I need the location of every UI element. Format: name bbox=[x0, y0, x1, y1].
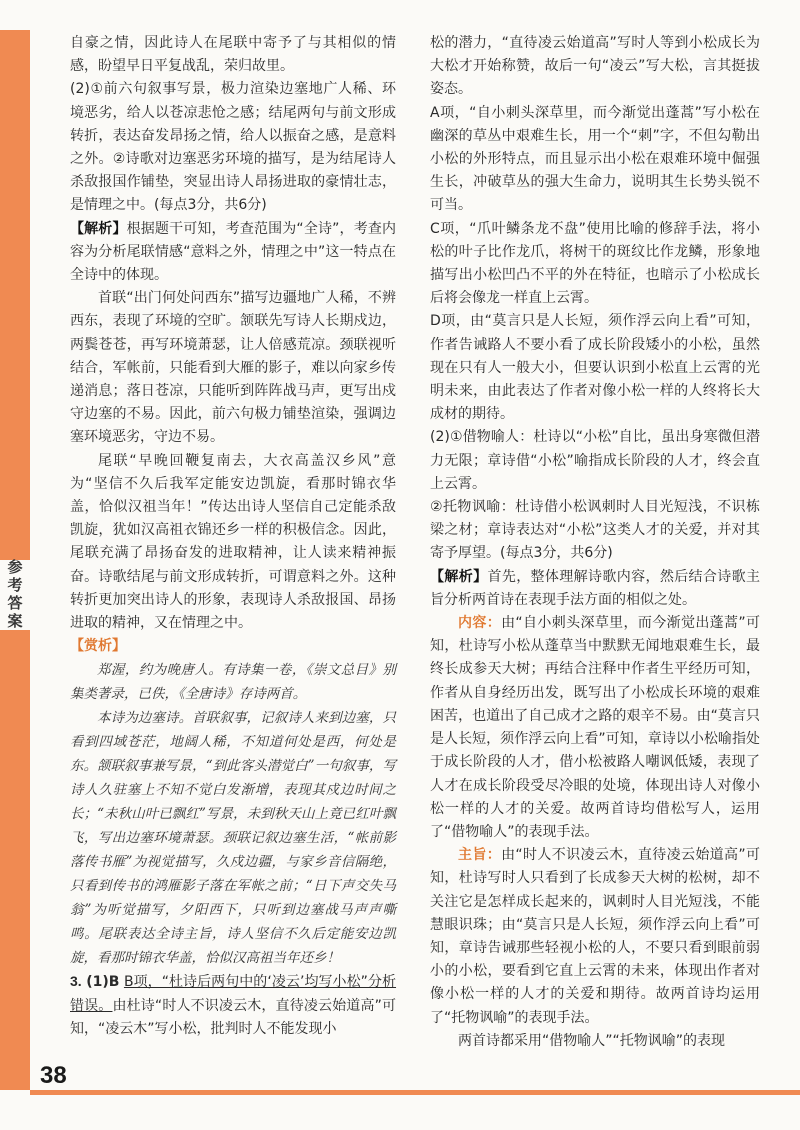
answer-paragraph: (2)①前六句叙事写景，极力渲染边塞地广人稀、环境恶劣，给人以苍凉悲怆之感；结尾两句与前文形成转折，表达奋发昂扬之情，给人以振奋之感，是意料之外。②诗歌对边塞恶劣环境的描写，是为结尾诗人杀敌报国作铺垫，突显出诗人昂扬进取的豪情壮志，是情理之中。(每点3分，共6分) bbox=[70, 81, 396, 214]
bottom-rule bbox=[30, 1090, 800, 1095]
answer-paragraph: (2)①借物喻人：杜诗以“小松”自比，虽出身寒微但潜力无限；章诗借“小松”喻指成长阶段的人才，终会直上云霄。 bbox=[430, 429, 760, 492]
right-column bbox=[430, 32, 760, 1053]
sidebar-label: 参考答案 bbox=[7, 558, 23, 630]
theme-tag: 主旨： bbox=[458, 847, 502, 864]
appreciation-paragraph: 郑渥，约为晚唐人。有诗集一卷，《崇文总目》别集类著录，已佚，《全唐诗》存诗两首。 bbox=[70, 662, 396, 703]
theme-paragraph bbox=[430, 844, 760, 1030]
analysis-tag: 【解析】 bbox=[430, 568, 488, 585]
question-3-answer bbox=[70, 970, 396, 1041]
paragraph: 首联“出门何处问西东”描写边疆地广人稀，不辨西东，表现了环境的空旷。颔联先写诗人长期戍边，两鬓苍苍，再写环境萧瑟，让人倍感荒凉。颈联视听结合，军帐前，只能看到大雁的影子，难以向家乡传递消息；落日苍凉，只能听到阵阵战马声，更写出戍守边塞的不易。因此，前六句极力铺垫渲染，强调边塞环境恶劣，守边不易。 bbox=[70, 290, 396, 446]
answer-choice: (1)B bbox=[86, 974, 120, 991]
paragraph: 尾联“早晚回鞭复南去，大衣高盖汉乡风”意为“坚信不久后我军定能安边凯旋，看那时锦衣华盖，恰似汉祖当年！”传达出诗人坚信自己定能杀敌凯旋，犹如汉高祖衣锦还乡一样的积极信念。因此，尾联充满了昂扬奋发的进取精神，让人读来精神振奋。诗歌结尾与前文形成转折，可谓意料之外。这种转折更加突出诗人的形象，表现诗人杀敌报国、昂扬进取的精神，又在情理之中。 bbox=[70, 452, 396, 632]
content-text: 由“自小刺头深草里，而今渐觉出蓬蒿”可知，杜诗写小松从蓬草当中默默无闻地艰难生长，最终长成参天大树；再结合注释中作者生平经历可知，作者从自身经历出发，既写出了小松成长环境的艰难困苦，也道出了自己成才之路的艰辛不易。由“莫言只是人长短，须作浮云向上看”可知，章诗以小松喻指处于成长阶段的人才，借小松被路人嘲讽低矮，表现了人才在成长阶段受尽冷眼的处境，体现出诗人对像小松一样的人才的关爱。故两首诗均借松写人，运用了“借物喻人”的表现手法。 bbox=[430, 615, 760, 840]
paragraph: 松的潜力，“直待凌云始道高”写时人等到小松成长为大松才开始称赞，故后一句“凌云”写大松，言其挺拔姿态。 bbox=[430, 35, 760, 98]
option-c-paragraph: C项，“爪叶鳞条龙不盘”使用比喻的修辞手法，将小松的叶子比作龙爪，将树干的斑纹比作龙鳞，形象地描写出小松凹凸不平的外在特征，也暗示了小松成长后将会像龙一样直上云霄。 bbox=[430, 220, 760, 307]
analysis-text: 首先，整体理解诗歌内容，然后结合诗歌主旨分析两首诗在表现手法方面的相似之处。 bbox=[430, 568, 761, 608]
analysis-tag: 【解析】 bbox=[70, 220, 127, 237]
left-column bbox=[70, 32, 396, 1041]
question-number: 3. bbox=[70, 973, 82, 990]
option-a-paragraph: A项，“自小刺头深草里，而今渐觉出蓬蒿”写小松在幽深的草丛中艰难生长，用一个“刺”字，不但勾勒出小松的外形特点，而且显示出小松在艰难环境中倔强生长，冲破草丛的强大生命力，说明其生长势头锐不可当。 bbox=[430, 104, 760, 214]
appreciation-tag: 【赏析】 bbox=[70, 638, 126, 655]
theme-text: 由“时人不识凌云木，直待凌云始道高”可知，杜诗写时人只看到了长成参天大树的松树，却不关注它是怎样成长起来的，讽刺时人目光短浅，不能慧眼识珠；由“莫言只是人长短，须作浮云向上看”可知，章诗告诫那些轻视小松的人，不要只看到眼前弱小的小松，要看到它直上云霄的未来，体现出作者对像小松一样的人才的关爱和期待。故两首诗均运用了“托物讽喻”的表现手法。 bbox=[430, 847, 760, 1026]
content-tag: 内容： bbox=[458, 615, 502, 632]
answer-paragraph: ②托物讽喻：杜诗借小松讽刺时人目光短浅，不识栋梁之材；章诗表达对“小松”这类人才的关爱，并对其寄予厚望。(每点3分，共6分) bbox=[430, 499, 760, 562]
paragraph: 两首诗都采用“借物喻人”“托物讽喻”的表现 bbox=[458, 1032, 726, 1049]
answer-explanation: 由杜诗“时人不识凌云木，直待凌云始道高”可知，“凌云木”写小松，批判时人不能发现小 bbox=[70, 997, 397, 1037]
appreciation-paragraph: 本诗为边塞诗。首联叙事，记叙诗人来到边塞，只看到四域苍茫，地阔人稀，不知道何处是西，何处是东。颔联叙事兼写景，“到此客头潜觉白”一句叙事，写诗人久驻塞上不知不觉白发渐增，表现其戍边时间之长；“未秋山叶已飘红”写景，未到秋天山上竟已红叶飘飞，写出边塞环境萧瑟。颈联记叙边塞生活，“帐前影落传书雁”为视觉描写，久戍边疆，与家乡音信隔绝，只看到传书的鸿雁影子落在军帐之前；“日下声交失马翁”为听觉描写，夕阳西下，只听到边塞战马声声嘶鸣。尾联表达全诗主旨，诗人坚信不久后定能安边凯旋，看那时锦衣华盖，恰似汉高祖当年还乡！ bbox=[70, 710, 396, 967]
option-d-paragraph: D项，由“莫言只是人长短，须作浮云向上看”可知，作者告诫路人不要小看了成长阶段矮小的小松，虽然现在只有人一般大小，但要认识到小松直上云霄的光明未来，由此表达了作者对像小松一样的人终将长大成材的期待。 bbox=[430, 313, 760, 423]
analysis-paragraph bbox=[430, 566, 760, 612]
analysis-paragraph bbox=[70, 218, 396, 288]
answer-option-b: B项，“杜诗后两句中的‘凌云’均写小松”分析错误。 bbox=[70, 974, 397, 1014]
paragraph: 自豪之情，因此诗人在尾联中寄予了与其相似的情感，盼望早日平复战乱，荣归故里。 bbox=[70, 35, 396, 75]
content-paragraph bbox=[430, 612, 760, 844]
analysis-text: 根据题干可知，考查范围为“全诗”，考查内容为分析尾联情感“意料之外，情理之中”这一特点在全诗中的体现。 bbox=[70, 220, 396, 284]
page-number: 38 bbox=[40, 1062, 67, 1089]
